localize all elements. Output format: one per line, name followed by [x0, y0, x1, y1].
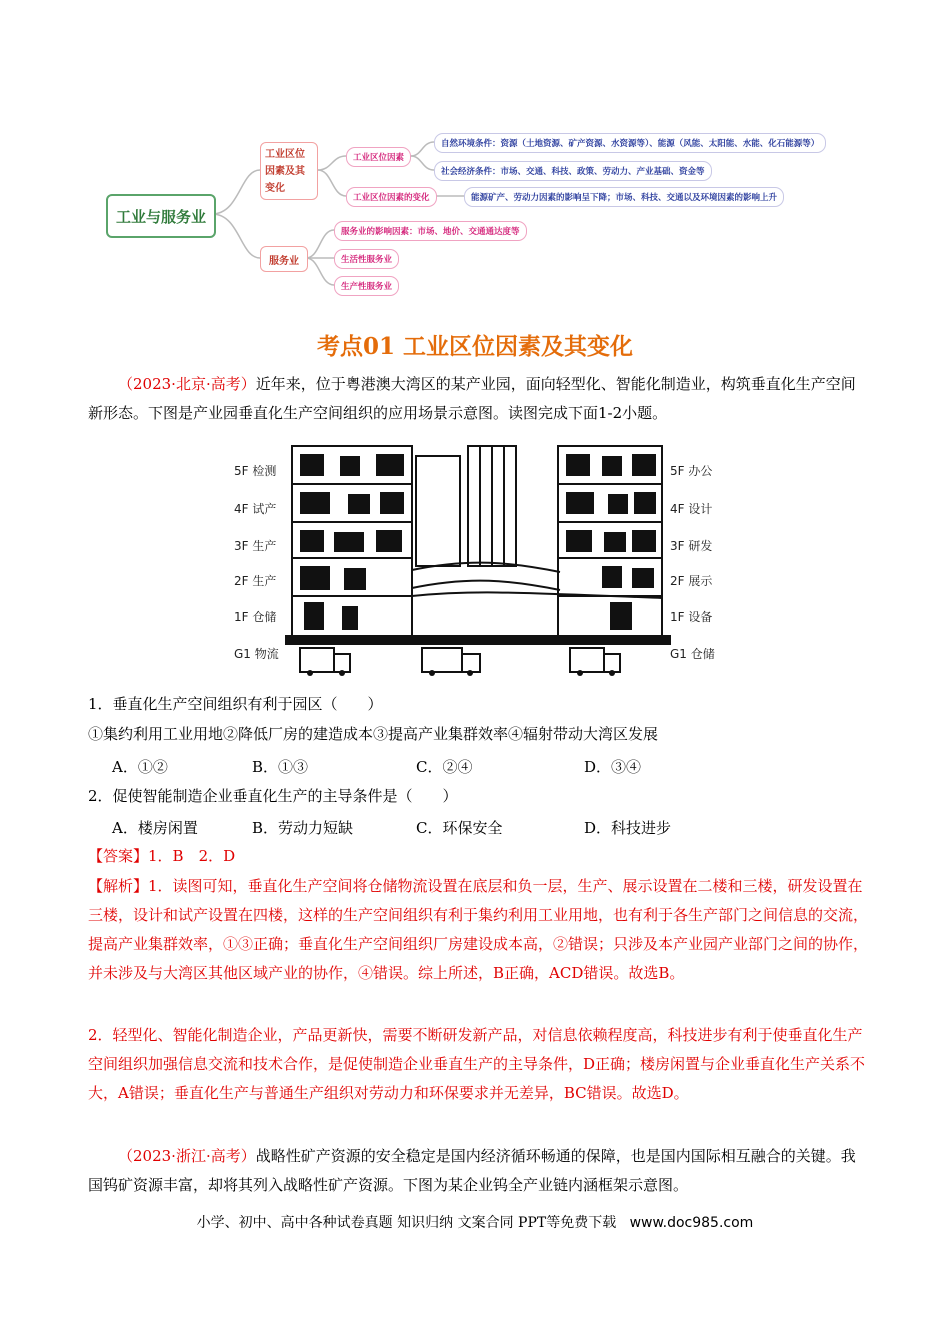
mind-map [100, 128, 860, 303]
question-intro-3 [88, 1142, 868, 1200]
answer-key: 【答案】1．B 2．D [88, 847, 236, 865]
question-1-option-c: C．②④ [416, 758, 473, 776]
page-footer [0, 1212, 950, 1232]
analysis-1: 【解析】1．读图可知，垂直化生产空间将仓储物流设置在底层和负一层，生产、展示设置在二楼和三楼，研发设置在三楼，设计和试产设置在四楼，这样的生产空间组织有利于集约利用工业用地，也有利于各生产部门之间信息的交流，提高产业集群效率，①③正确；垂直化生产空间组织厂房建设成本高，②错误；只涉及本产业园产业部门之间的协作，并未涉及与大湾区其他区域产业的协作，④错误。综上所述，B正确，ACD错误。故选B。 [88, 877, 869, 982]
mind-map-leaf-producer-services: 生产性服务业 [334, 276, 399, 296]
question-3-source: （2023·浙江·高考） [118, 1147, 256, 1165]
footer-text: 小学、初中、高中各种试卷真题 知识归纳 文案合同 PPT等免费下载 [196, 1215, 617, 1231]
figure-label-left-4f: 4F 试产 [234, 502, 277, 516]
vertical-factory-figure [230, 440, 720, 678]
figure-label-right-5f: 5F 办公 [670, 464, 713, 478]
question-1-option-d: D．③④ [584, 758, 642, 776]
section-title: 考点01 工业区位因素及其变化 [316, 333, 633, 360]
question-3-intro-text: 战略性矿产资源的安全稳定是国内经济循环畅通的保障，也是国内国际相互融合的关键。我国钨矿资源丰富，却将其列入战略性矿产资源。下图为某企业钨全产业链内涵框架示意图。 [88, 1147, 856, 1194]
analysis-2: 2．轻型化、智能化制造企业，产品更新快，需要不断研发新产品，对信息依赖程度高，科技进步有利于使垂直化生产空间组织加强信息交流和技术合作，是促使制造企业垂直生产的主导条件，D正确；楼房闲置与企业垂直化生产关系不大，A错误；垂直化生产与普通生产组织对劳动力和环保要求并无差异，BC错误。故选D。 [88, 1026, 866, 1102]
question-2-option-a: A．楼房闲置 [112, 819, 198, 837]
question-1: 1．垂直化生产空间组织有利于园区（ ） [88, 695, 383, 713]
mind-map-leaf-factor-trend: 能源矿产、劳动力因素的影响呈下降；市场、科技、交通以及环境因素的影响上升 [464, 187, 784, 207]
question-2: 2．促使智能制造企业垂直化生产的主导条件是（ ） [88, 787, 458, 805]
question-2-option-d: D．科技进步 [584, 819, 672, 837]
footer-url[interactable]: www.doc985.com [629, 1215, 754, 1231]
mind-map-root: 工业与服务业 [106, 194, 216, 238]
question-intro-text: 近年来，位于粤港澳大湾区的某产业园，面向轻型化、智能化制造业，构筑垂直化生产空间新形态。下图是产业园垂直化生产空间组织的应用场景示意图。读图完成下面1-2小题。 [88, 375, 856, 422]
figure-label-right-1f: 1F 设备 [670, 610, 713, 624]
mind-map-leaf-consumer-services: 生活性服务业 [334, 249, 399, 269]
question-2-option-b: B．劳动力短缺 [252, 819, 354, 837]
question-source: （2023·北京·高考） [118, 375, 256, 393]
mind-map-leaf-social-conditions: 社会经济条件：市场、交通、科技、政策、劳动力、产业基础、资金等 [434, 161, 712, 181]
figure-label-left-3f: 3F 生产 [234, 539, 277, 553]
mind-map-node-location-factors: 工业区位因素 [346, 147, 411, 167]
figure-label-right-g1: G1 仓储 [670, 647, 715, 661]
mind-map-leaf-natural-conditions: 自然环境条件：资源（土地资源、矿产资源、水资源等）、能源（风能、太阳能、水能、化石能源等） [434, 133, 826, 153]
question-1-statements: ①集约利用工业用地②降低厂房的建造成本③提高产业集群效率④辐射带动大湾区发展 [88, 725, 659, 743]
figure-label-left-g1: G1 物流 [234, 647, 279, 661]
figure-label-right-4f: 4F 设计 [670, 502, 713, 516]
figure-label-left-1f: 1F 仓储 [234, 610, 277, 624]
figure-label-left-5f: 5F 检测 [234, 464, 277, 478]
figure-label-right-3f: 3F 研发 [670, 539, 713, 553]
question-1-option-b: B．①③ [252, 758, 309, 776]
mind-map-branch-service: 服务业 [260, 246, 308, 272]
mind-map-leaf-service-factors: 服务业的影响因素：市场、地价、交通通达度等 [334, 221, 527, 241]
mind-map-branch-industry: 工业区位因素及其变化 [260, 142, 318, 200]
question-1-option-a: A．①② [112, 758, 168, 776]
figure-label-left-2f: 2F 生产 [234, 574, 277, 588]
mind-map-node-factor-changes: 工业区位因素的变化 [346, 187, 437, 207]
figure-label-right-2f: 2F 展示 [670, 574, 713, 588]
question-intro-1 [88, 370, 868, 428]
factory-illustration [230, 440, 720, 678]
question-2-option-c: C．环保安全 [416, 819, 503, 837]
